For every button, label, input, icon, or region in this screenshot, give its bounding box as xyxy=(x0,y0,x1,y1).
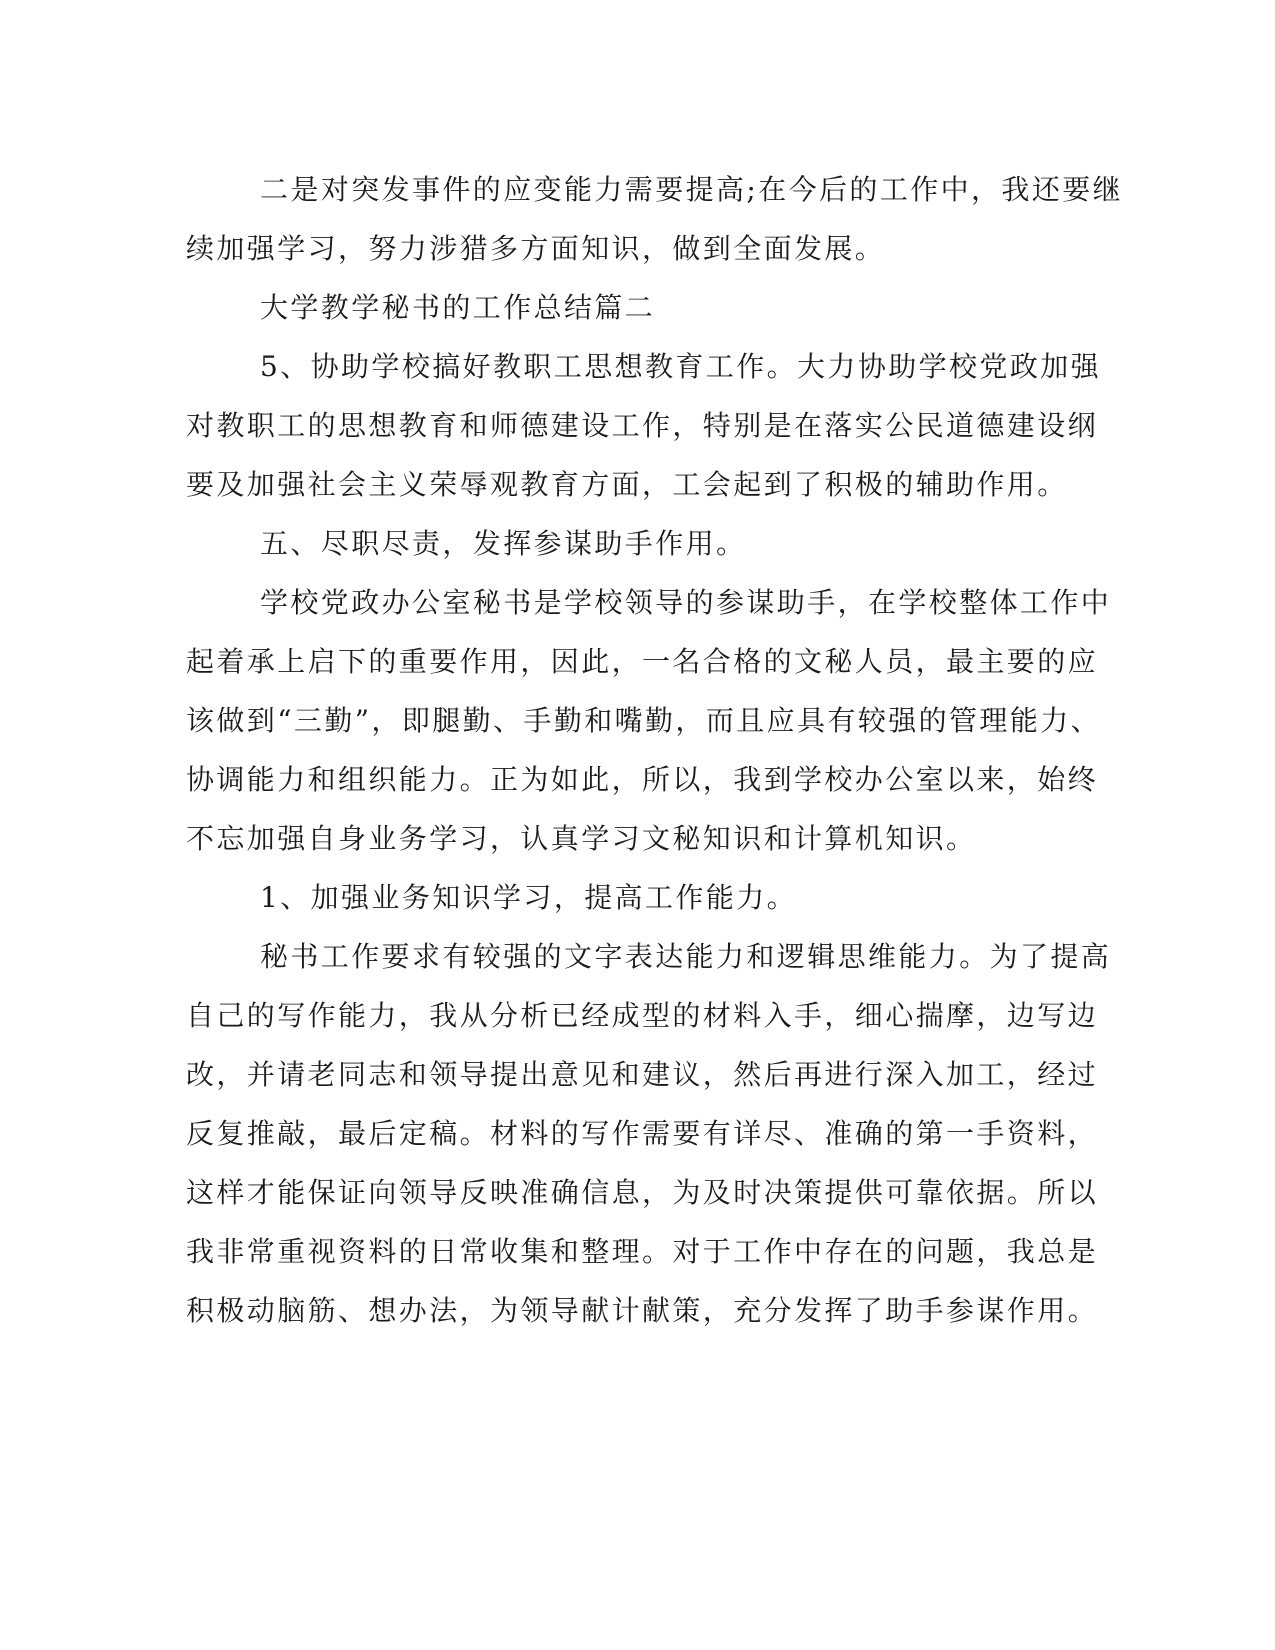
paragraph-line: 秘书工作要求有较强的文字表达能力和逻辑思维能力。为了提高 xyxy=(260,940,1112,973)
paragraph-line: 5、协助学校搞好教职工思想教育工作。大力协助学校党政加强 xyxy=(260,350,1102,383)
paragraph-line: 要及加强社会主义荣辱观教育方面，工会起到了积极的辅助作用。 xyxy=(186,468,1068,501)
paragraph-line: 二是对突发事件的应变能力需要提高;在今后的工作中，我还要继 xyxy=(260,173,1124,206)
document-body xyxy=(186,160,1124,1340)
paragraph-line: 协调能力和组织能力。正为如此，所以，我到学校办公室以来，始终 xyxy=(186,763,1099,796)
paragraph-line: 改，并请老同志和领导提出意见和建议，然后再进行深入加工，经过 xyxy=(186,1058,1099,1091)
section-title: 大学教学秘书的工作总结篇二 xyxy=(260,291,656,324)
paragraph-line: 续加强学习，努力涉猎多方面知识，做到全面发展。 xyxy=(186,232,886,265)
paragraph-line: 该做到“三勤”，即腿勤、手勤和嘴勤，而且应具有较强的管理能力、 xyxy=(186,704,1102,737)
paragraph-line: 反复推敲，最后定稿。材料的写作需要有详尽、准确的第一手资料， xyxy=(186,1117,1099,1150)
paragraph-line: 我非常重视资料的日常收集和整理。对于工作中存在的问题，我总是 xyxy=(186,1235,1099,1268)
paragraph-line: 不忘加强自身业务学习，认真学习文秘知识和计算机知识。 xyxy=(186,822,977,855)
subsection-heading: 1、加强业务知识学习，提高工作能力。 xyxy=(260,881,798,914)
paragraph-line: 自己的写作能力，我从分析已经成型的材料入手，细心揣摩，边写边 xyxy=(186,999,1099,1032)
paragraph-line: 这样才能保证向领导反映准确信息，为及时决策提供可靠依据。所以 xyxy=(186,1176,1099,1209)
paragraph-line: 起着承上启下的重要作用，因此，一名合格的文秘人员，最主要的应 xyxy=(186,645,1099,678)
section-heading: 五、尽职尽责，发挥参谋助手作用。 xyxy=(260,527,747,560)
paragraph-line: 学校党政办公室秘书是学校领导的参谋助手，在学校整体工作中 xyxy=(260,586,1112,619)
paragraph-line: 积极动脑筋、想办法，为领导献计献策，充分发挥了助手参谋作用。 xyxy=(186,1294,1099,1327)
paragraph-line: 对教职工的思想教育和师德建设工作，特别是在落实公民道德建设纲 xyxy=(186,409,1099,442)
